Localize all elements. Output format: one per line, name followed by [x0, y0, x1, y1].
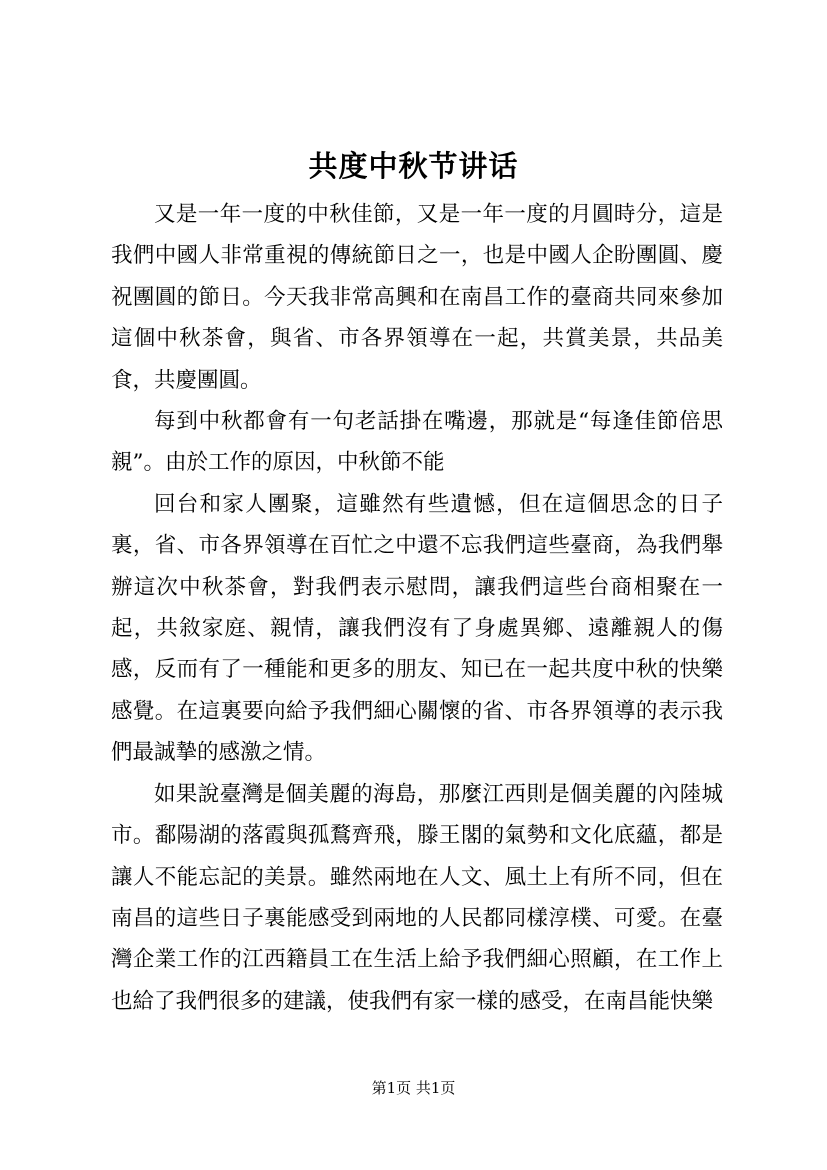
document-title: 共度中秋节讲话: [308, 149, 519, 183]
paragraph: 每到中秋都會有一句老話掛在嘴邊，那就是“每逢佳節倍思親”。由於工作的原因，中秋節不能: [111, 409, 723, 476]
paragraph: 回台和家人團聚，這雖然有些遺憾，但在這個思念的日子裏，省、市各界領導在百忙之中還不忘我們這些臺商，為我們舉辦這次中秋茶會，對我們表示慰問，讓我們這些台商相聚在一起，共敘家庭、親情，讓我們沒有了身處異鄉、遠離親人的傷感，反而有了一種能和更多的朋友、知已在一起共度中秋的快樂感覺。在這裏要向給予我們細心關懷的省、市各界領導的表示我們最誠摯的感激之情。: [111, 491, 723, 766]
paragraph: 如果說臺灣是個美麗的海島，那麼江西則是個美麗的內陸城市。鄱陽湖的落霞與孤鶩齊飛，滕王閣的氣勢和文化底蘊，都是讓人不能忘記的美景。雖然兩地在人文、風土上有所不同，但在南昌的這些日子裏能感受到兩地的人民都同樣淳樸、可愛。在臺灣企業工作的江西籍員工在生活上給予我們細心照顧，在工作上也給了我們很多的建議，使我們有家一樣的感受，在南昌能快樂: [111, 781, 723, 1014]
page-footer: 第1页 共1页: [371, 1079, 456, 1097]
document-body: [111, 194, 723, 1022]
paragraph: 又是一年一度的中秋佳節，又是一年一度的月圓時分，這是我們中國人非常重視的傳統節日之一，也是中國人企盼團圓、慶祝團圓的節日。今天我非常高興和在南昌工作的臺商共同來參加這個中秋茶會，與省、市各界領導在一起，共賞美景，共品美食，共慶團圓。: [111, 202, 723, 393]
